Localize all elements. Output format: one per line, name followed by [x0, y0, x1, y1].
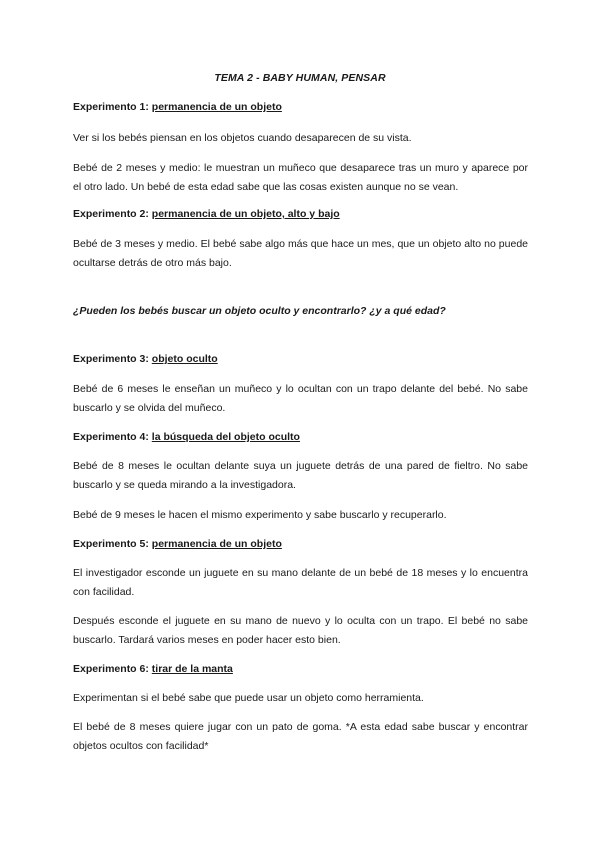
exp5-label: Experimento 5: — [73, 538, 149, 550]
exp2-label: Experimento 2: — [73, 208, 149, 220]
exp5-paragraph-1: El investigador esconde un juguete en su mano delante de un bebé de 18 meses y lo encuentra con facilidad. — [73, 567, 528, 598]
exp3-paragraph-1: Bebé de 6 meses le enseñan un muñeco y lo ocultan con un trapo delante del bebé. No sabe buscarlo y se olvida del muñeco. — [73, 383, 528, 414]
exp6-heading — [73, 660, 528, 679]
exp6-label: Experimento 6: — [73, 663, 149, 675]
section-question: ¿Pueden los bebés buscar un objeto oculto y encontrarlo? ¿y a qué edad? — [73, 305, 446, 317]
exp6-topic: tirar de la manta — [151, 663, 233, 675]
exp2-heading — [73, 205, 528, 224]
exp4-topic: la búsqueda del objeto oculto — [151, 431, 300, 443]
exp1-heading — [73, 98, 528, 117]
exp3-topic: objeto oculto — [151, 353, 218, 365]
exp2-paragraph-1: Bebé de 3 meses y medio. El bebé sabe algo más que hace un mes, que un objeto alto no puede ocultarse detrás de otro más bajo. — [73, 238, 528, 269]
exp1-paragraph-2: Bebé de 2 meses y medio: le muestran un muñeco que desaparece tras un muro y aparece por el otro lado. Un bebé de esta edad sabe que las cosas existen aunque no se vean. — [73, 162, 528, 193]
exp6-paragraph-1: Experimentan si el bebé sabe que puede usar un objeto como herramienta. — [73, 692, 424, 704]
exp3-heading — [73, 350, 528, 369]
exp2-topic: permanencia de un objeto, alto y bajo — [151, 208, 340, 220]
exp1-label: Experimento 1: — [73, 101, 149, 113]
exp1-paragraph-1: Ver si los bebés piensan en los objetos cuando desaparecen de su vista. — [73, 132, 412, 144]
exp4-heading — [73, 428, 528, 447]
page-title: TEMA 2 - BABY HUMAN, PENSAR — [214, 72, 386, 84]
exp5-topic: permanencia de un objeto — [151, 538, 282, 550]
exp6-paragraph-2: El bebé de 8 meses quiere jugar con un pato de goma. *A esta edad sabe buscar y encontrar objetos ocultos con facilidad* — [73, 721, 528, 752]
exp4-paragraph-1: Bebé de 8 meses le ocultan delante suya un juguete detrás de una pared de fieltro. No sabe buscarlo y se queda mirando a la investigadora. — [73, 460, 528, 491]
exp4-label: Experimento 4: — [73, 431, 149, 443]
exp1-topic: permanencia de un objeto — [151, 101, 282, 113]
exp5-heading — [73, 535, 528, 554]
exp5-paragraph-2: Después esconde el juguete en su mano de nuevo y lo oculta con un trapo. El bebé no sabe buscarlo. Tardará varios meses en poder hacer esto bien. — [73, 615, 528, 646]
exp3-label: Experimento 3: — [73, 353, 149, 365]
exp4-paragraph-2: Bebé de 9 meses le hacen el mismo experimento y sabe buscarlo y recuperarlo. — [73, 509, 447, 521]
